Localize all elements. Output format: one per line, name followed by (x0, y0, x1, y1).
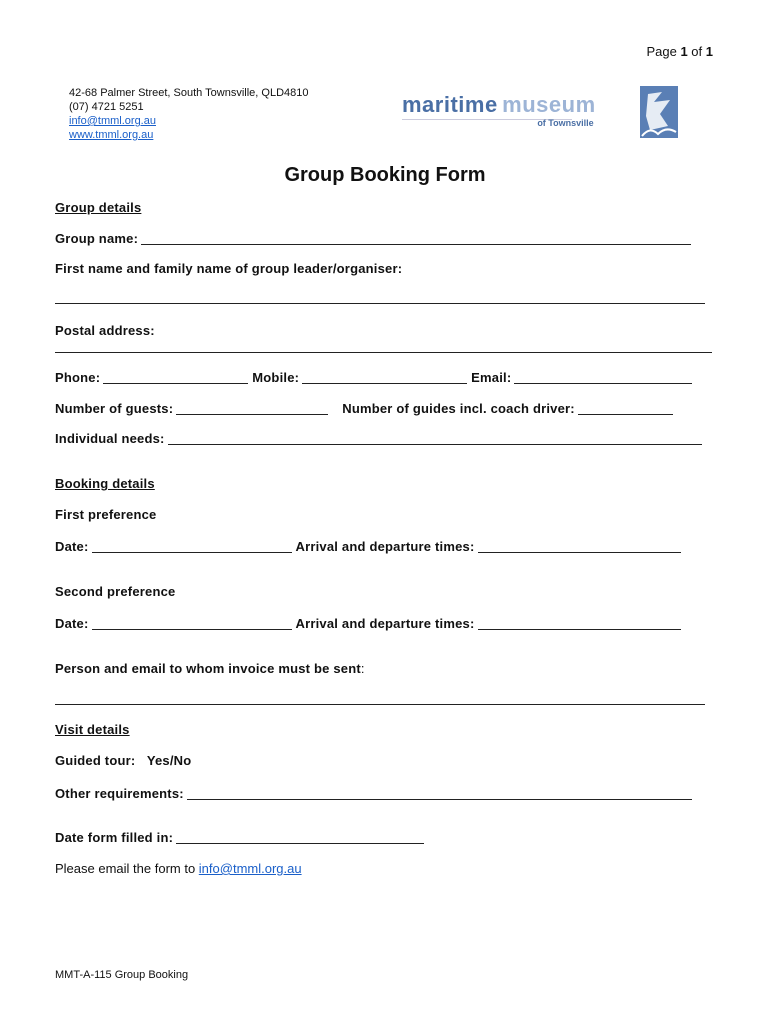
needs-row: Individual needs: (55, 430, 706, 446)
needs-field[interactable] (168, 431, 702, 445)
invoice-field[interactable] (55, 691, 705, 705)
email-note-link[interactable]: info@tmml.org.au (198, 861, 302, 876)
second-times-field[interactable] (478, 616, 681, 630)
postal-field[interactable] (55, 339, 712, 353)
guides-field[interactable] (578, 401, 673, 415)
leader-label: First name and family name of group leader/organiser: (55, 261, 403, 276)
first-preference-label: First preference (55, 507, 157, 522)
other-requirements-field[interactable] (187, 786, 692, 800)
guests-field[interactable] (176, 401, 328, 415)
email-field[interactable] (514, 370, 692, 384)
date-filled-row: Date form filled in: (55, 829, 428, 845)
other-requirements-row: Other requirements: (55, 785, 696, 801)
first-times-field[interactable] (478, 539, 681, 553)
museum-logo: maritime museum of Townsville (402, 92, 596, 128)
mobile-field[interactable] (302, 370, 467, 384)
guided-tour-row: Guided tour: Yes/No (55, 753, 192, 768)
phone-field[interactable] (103, 370, 248, 384)
ship-icon (640, 86, 678, 138)
group-name-row: Group name: (55, 230, 695, 246)
group-name-field[interactable] (141, 231, 691, 245)
contact-block (69, 86, 308, 142)
page-title: Group Booking Form (284, 164, 486, 186)
invoice-label: Person and email to whom invoice must be sent: (55, 661, 365, 676)
group-details-heading: Group details (55, 200, 142, 215)
page-indicator: Page 1 of 1 (646, 44, 713, 59)
website-link[interactable]: www.tmml.org.au (69, 129, 154, 141)
email-link[interactable]: info@tmml.org.au (69, 115, 156, 127)
footer: MMT-A-115 Group Booking (55, 969, 189, 981)
first-date-field[interactable] (92, 539, 292, 553)
guided-tour-options[interactable]: Yes/No (146, 753, 192, 768)
leader-field[interactable] (55, 290, 705, 304)
phone: (07) 4721 5251 (69, 101, 144, 113)
first-preference-row: Date: Arrival and departure times: (55, 538, 685, 554)
second-preference-label: Second preference (55, 584, 176, 599)
booking-details-heading: Booking details (55, 476, 155, 491)
visit-details-heading: Visit details (55, 722, 130, 737)
address: 42-68 Palmer Street, South Townsville, QLD4810 (69, 87, 309, 99)
guests-row: Number of guests: Number of guides incl. coach driver: (55, 400, 677, 416)
postal-label: Postal address: (55, 323, 155, 338)
contact-row: Phone: Mobile: Email: (55, 369, 696, 385)
second-date-field[interactable] (92, 616, 292, 630)
date-filled-field[interactable] (176, 830, 424, 844)
second-preference-row: Date: Arrival and departure times: (55, 615, 685, 631)
email-note: Please email the form to info@tmml.org.au (55, 861, 302, 876)
